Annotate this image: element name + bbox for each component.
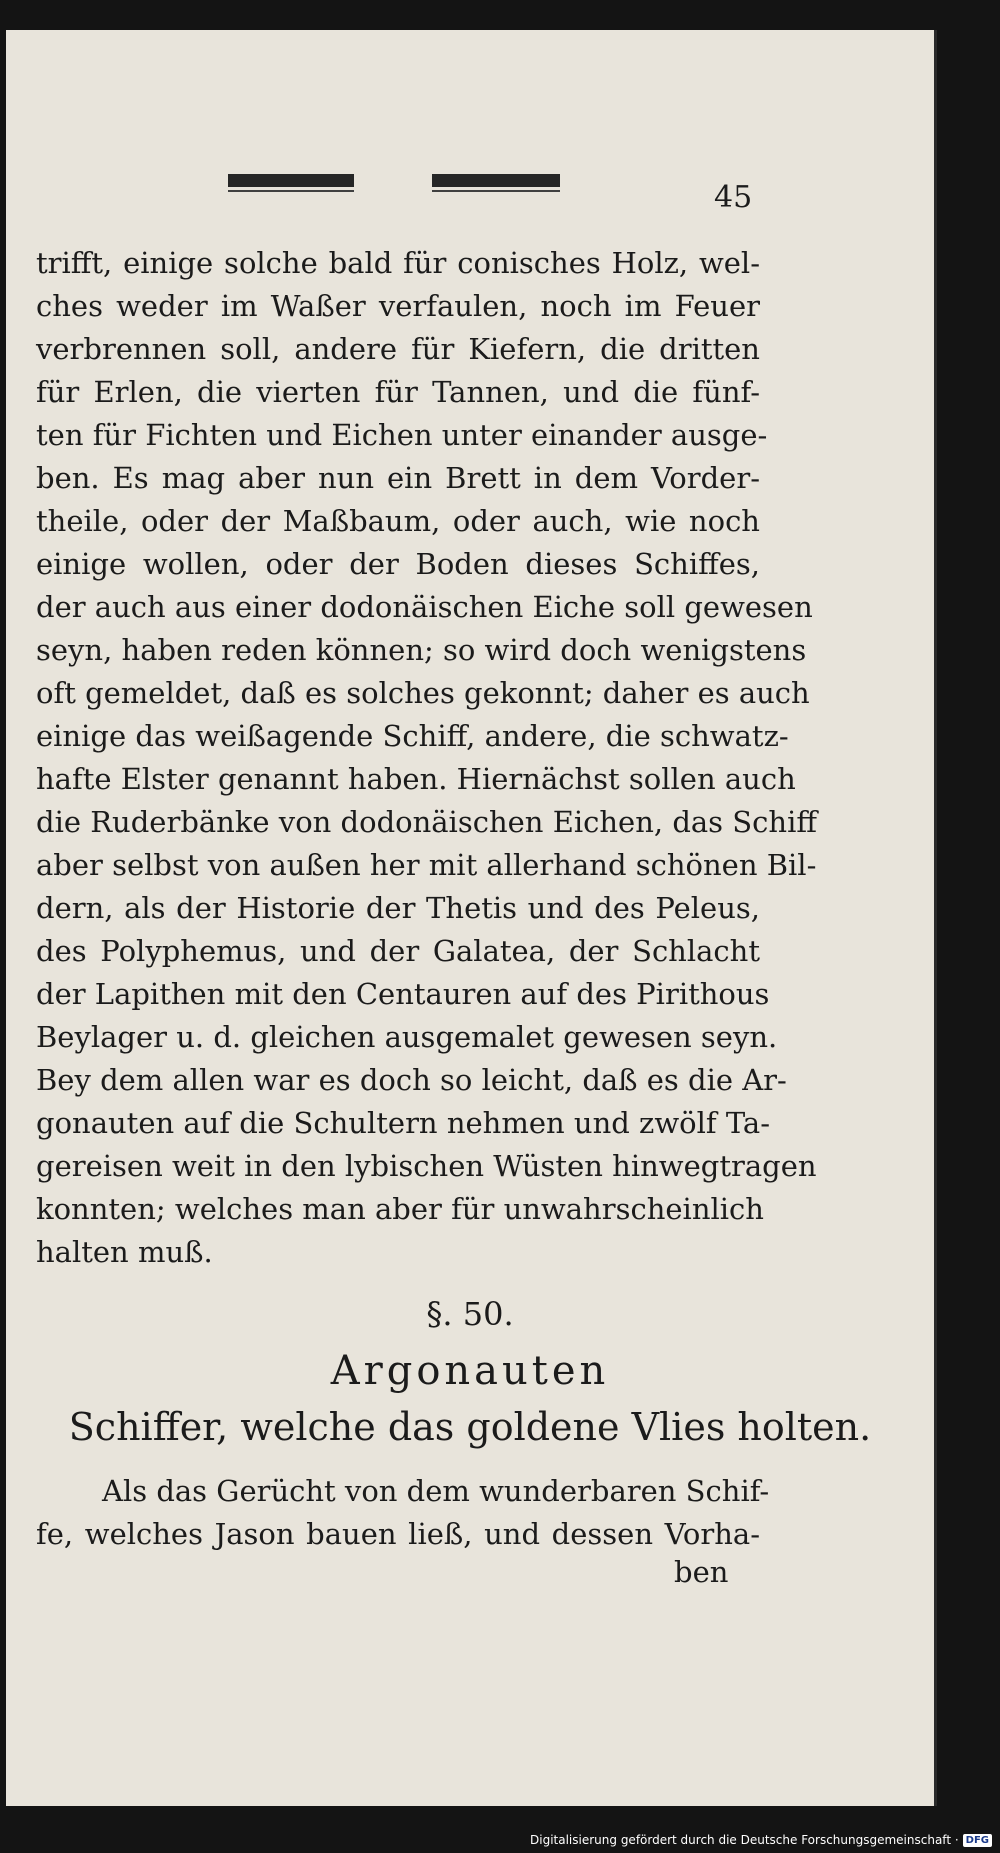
text-line: fe, welches Jason bauen ließ, und dessen Vorha- (36, 1517, 760, 1551)
body-text (36, 242, 817, 1274)
text-line: die Ruderbänke von dodonäischen Eichen, das Schiff (36, 805, 817, 839)
section-heading: Argonauten (330, 1348, 610, 1394)
text-line: aber selbst von außen her mit allerhand schönen Bil- (36, 848, 817, 882)
paragraph (36, 1470, 770, 1556)
text-line: oft gemeldet, daß es solches gekonnt; daher es auch (36, 676, 810, 710)
page-number: 45 (714, 180, 753, 215)
text-line: gereisen weit in den lybischen Wüsten hinwegtragen (36, 1149, 817, 1183)
footer-text: Digitalisierung gefördert durch die Deutsche Forschungsgemeinschaft · (530, 1833, 959, 1847)
text-line: halten muß. (36, 1235, 213, 1269)
section-subheading: Schiffer, welche das goldene Vlies holten. (68, 1405, 872, 1449)
text-line: ches weder im Waßer verfaulen, noch im Feuer (36, 289, 760, 323)
text-line: ten für Fichten und Eichen unter einander ausge- (36, 418, 768, 452)
text-line: trifft, einige solche bald für conisches Holz, wel- (36, 246, 760, 280)
book-page (6, 30, 937, 1806)
text-line: verbrennen soll, andere für Kiefern, die dritten (36, 332, 760, 366)
text-line: einige wollen, oder der Boden dieses Schiffes, (36, 547, 760, 581)
dfg-logo: DFG (963, 1834, 992, 1847)
text-line: der Lapithen mit den Centauren auf des Pirithous (36, 977, 770, 1011)
text-line: Als das Gerücht von dem wunderbaren Schif- (102, 1474, 770, 1508)
text-line: Beylager u. d. gleichen ausgemalet gewesen seyn. (36, 1020, 778, 1054)
footer-credit (530, 1833, 992, 1847)
text-line: der auch aus einer dodonäischen Eiche soll gewesen (36, 590, 813, 624)
text-line: gonauten auf die Schultern nehmen und zwölf Ta- (36, 1106, 771, 1140)
text-line: dern, als der Historie der Thetis und des Peleus, (36, 891, 760, 925)
text-line: Bey dem allen war es doch so leicht, daß es die Ar- (36, 1063, 787, 1097)
text-line: einige das weißagende Schiff, andere, die schwatz- (36, 719, 789, 753)
header-ornament-left (228, 174, 354, 194)
section-number: §. 50. (426, 1295, 514, 1333)
text-line: theile, oder der Maßbaum, oder auch, wie noch (36, 504, 760, 538)
text-line: konnten; welches man aber für unwahrscheinlich (36, 1192, 764, 1226)
text-line: des Polyphemus, und der Galatea, der Schlacht (36, 934, 760, 968)
catchword: ben (674, 1555, 729, 1589)
text-line: hafte Elster genannt haben. Hiernächst sollen auch (36, 762, 796, 796)
text-line: für Erlen, die vierten für Tannen, und die fünf- (36, 375, 760, 409)
header-ornament-right (432, 174, 560, 194)
text-line: ben. Es mag aber nun ein Brett in dem Vorder- (36, 461, 760, 495)
text-line: seyn, haben reden können; so wird doch wenigstens (36, 633, 807, 667)
